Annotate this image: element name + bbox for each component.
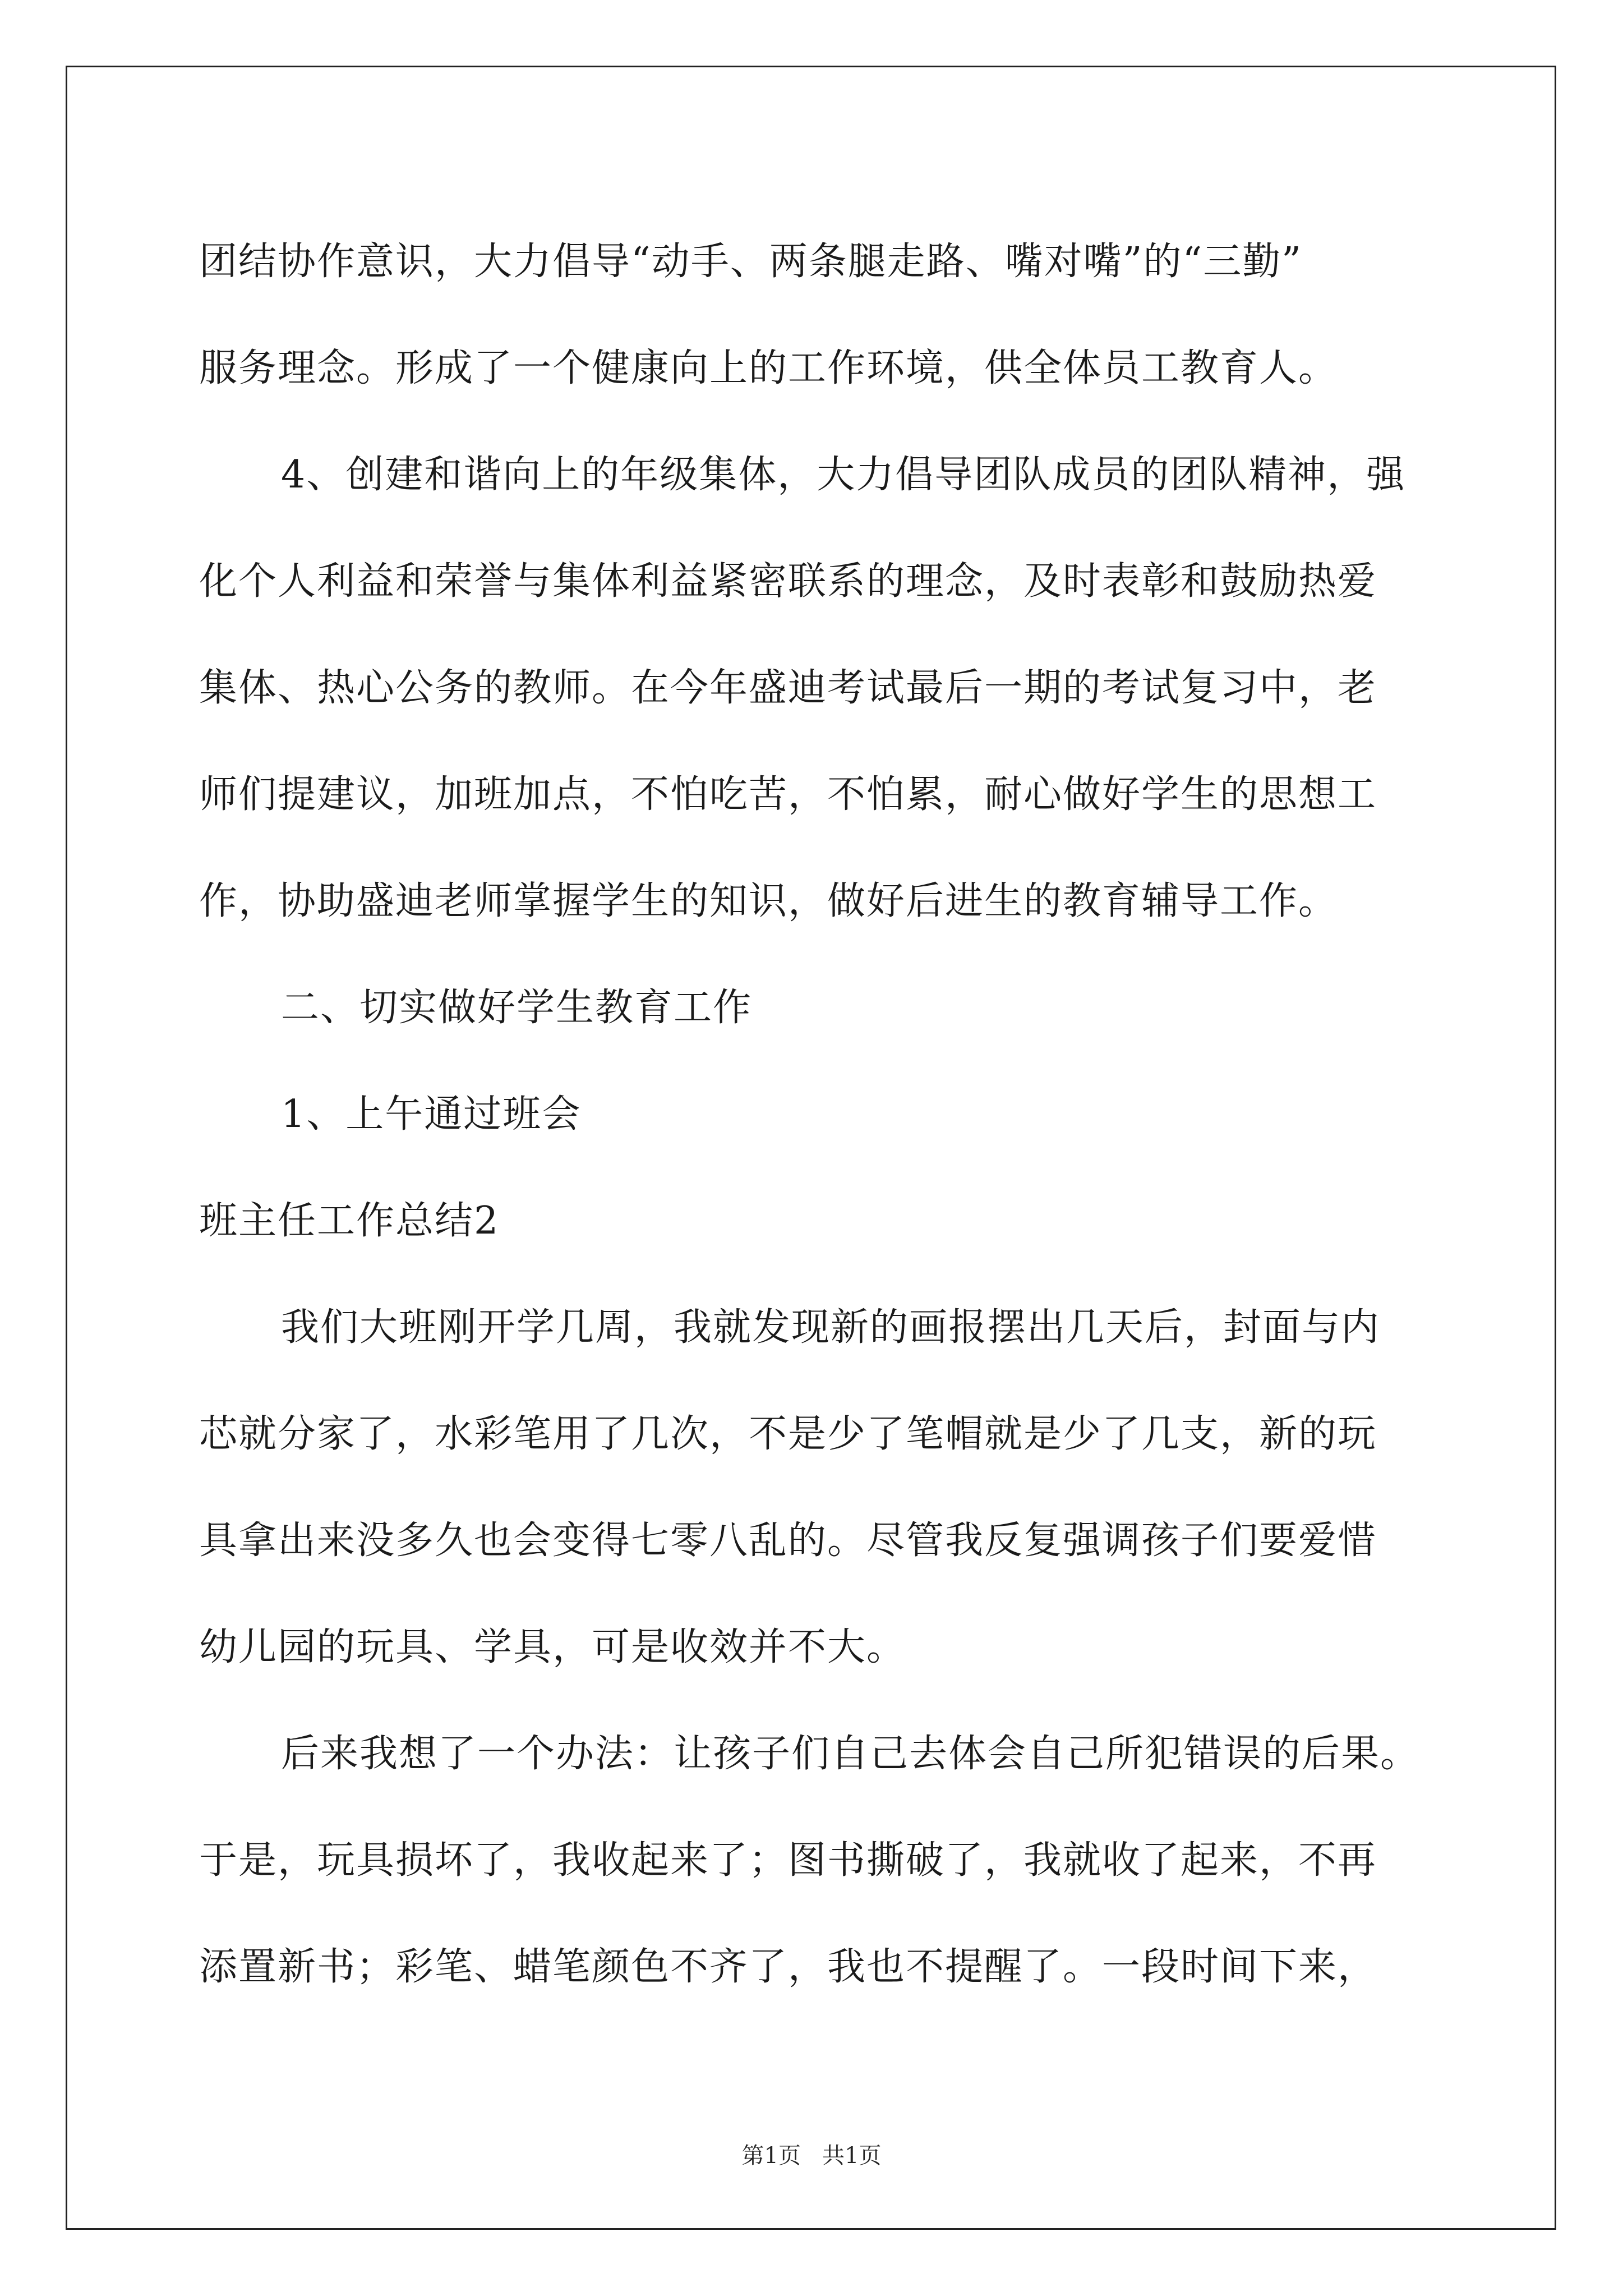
text-line: 4、创建和谐向上的年级集体，大力倡导团队成员的团队精神，强: [281, 453, 1406, 497]
text-line: 服务理念。形成了一个健康向上的工作环境，供全体员工教育人。: [199, 346, 1338, 390]
text-line: 幼儿园的玩具、学具，可是收效并不大。: [199, 1625, 906, 1669]
text-line: 团结协作意识，大力倡导“动手、两条腿走路、嘴对嘴”的“三勤”: [199, 240, 1303, 284]
text-line: 我们大班刚开学几周，我就发现新的画报摆出几天后，封面与内: [281, 1305, 1381, 1350]
text-line: 添置新书；彩笔、蜡笔颜色不齐了，我也不提醒了。一段时间下来，: [199, 1945, 1377, 1989]
document-body: [199, 209, 1444, 2021]
text-line: 具拿出来没多久也会变得七零八乱的。尽管我反复强调孩子们要爱惜: [199, 1519, 1377, 1563]
text-line: 作，协助盛迪老师掌握学生的知识，做好后进生的教育辅导工作。: [199, 879, 1338, 923]
text-line: 班主任工作总结2: [199, 1199, 500, 1243]
page-number: 第1页: [741, 2143, 801, 2169]
page-footer: [0, 2142, 1623, 2170]
text-line: 芯就分家了，水彩笔用了几次，不是少了笔帽就是少了几支，新的玩: [199, 1412, 1377, 1456]
text-line: 师们提建议，加班加点，不怕吃苦，不怕累，耐心做好学生的思想工: [199, 772, 1377, 817]
text-line: 化个人利益和荣誉与集体利益紧密联系的理念，及时表彰和鼓励热爱: [199, 559, 1377, 604]
text-line: 于是，玩具损坏了，我收起来了；图书撕破了，我就收了起来，不再: [199, 1838, 1377, 1883]
page-total: 共1页: [822, 2143, 882, 2169]
text-line: 1、上午通过班会: [281, 1092, 582, 1137]
text-line: 后来我想了一个办法：让孩子们自己去体会自己所犯错误的后果。: [281, 1732, 1420, 1776]
text-line: 二、切实做好学生教育工作: [281, 986, 753, 1030]
text-line: 集体、热心公务的教师。在今年盛迪考试最后一期的考试复习中，老: [199, 666, 1377, 710]
